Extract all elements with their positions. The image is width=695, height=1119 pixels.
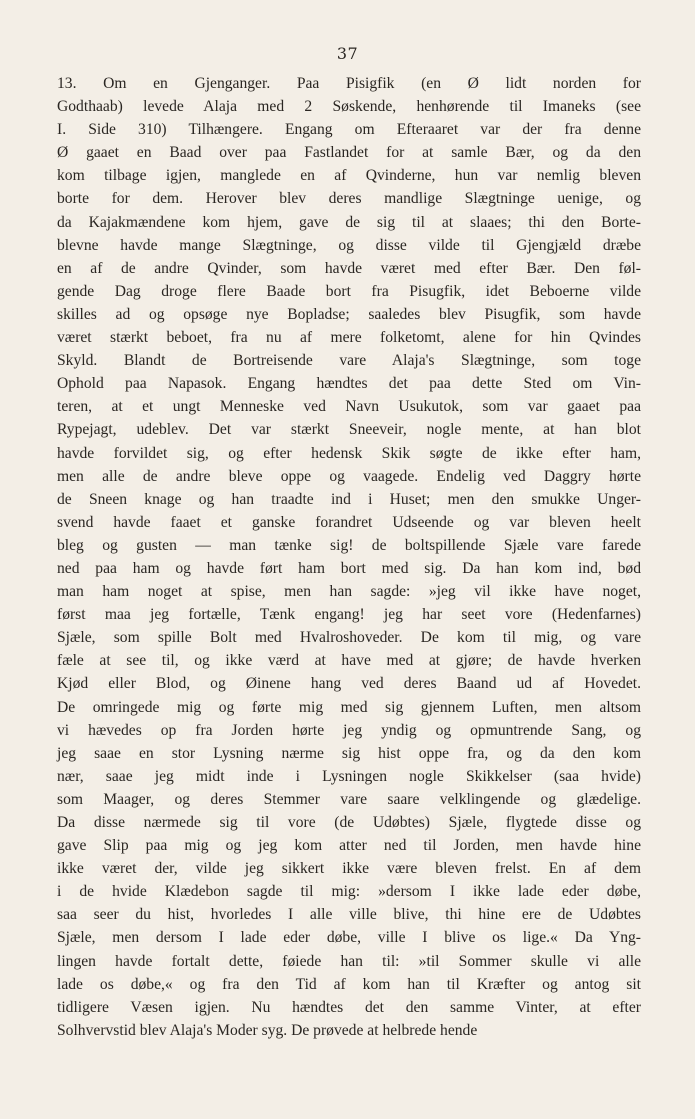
text-line: Ø gaaet en Baad over paa Fastlandet for at samle Bær, og da den (57, 144, 641, 162)
text-line: først maa jeg fortælle, Tænk engang! jeg har seet vore (Hedenfarnes) (57, 606, 641, 624)
text-line: 13. Om en Gjenganger. Paa Pisigfik (en Ø lidt norden for (57, 75, 641, 92)
text-line: i de hvide Klædebon sagde til mig: »dersom I ikke lade eder døbe, (57, 883, 641, 901)
text-line: gende Dag droge flere Baade bort fra Pisugfik, idet Beboerne vilde (57, 282, 641, 300)
text-line: saa seer du hist, hvorledes I alle ville blive, thi hine ere de Udøbtes (57, 906, 641, 924)
text-line: som Maager, og deres Stemmer vare saare velklingende og glædelige. (57, 790, 641, 808)
text-line: nær, saae jeg midt inde i Lysningen nogle Skikkelser (saa hvide) (57, 767, 641, 785)
text-line: skilles ad og opsøge nye Bopladse; saaledes blev Pisugfik, som havde (57, 305, 641, 323)
text-line: Rypejagt, udeblev. Det var stærkt Sneeveir, nogle mente, at han blot (57, 421, 641, 439)
text-line: gave Slip paa mig og jeg kom atter ned til Jorden, men havde hine (57, 837, 641, 855)
text-line: fæle at see til, og ikke værd at have med at gjøre; de havde hverken (57, 652, 641, 670)
text-line: men alle de andre bleve oppe og vaagede. Endelig ved Daggry hørte (57, 467, 641, 485)
text-line: havde forvildet sig, og efter hedensk Skik søgte de ikke efter ham, (57, 444, 641, 462)
text-line: teren, at et ungt Menneske ved Navn Usukutok, som var gaaet paa (57, 398, 641, 416)
text-line: da Kajakmændene kom hjem, gave de sig til at slaaes; thi den Borte- (57, 213, 641, 231)
text-line: svend havde faaet et ganske forandret Udseende og var bleven heelt (57, 513, 641, 531)
body-text (57, 72, 641, 1042)
text-line: en af de andre Qvinder, som havde været med efter Bær. Den føl- (57, 259, 641, 277)
text-line: vi hævedes op fra Jorden hørte jeg yndig og opmuntrende Sang, og (57, 721, 641, 739)
text-line: været stærkt beboet, fra nu af mere folketomt, alene for hin Qvindes (57, 329, 641, 347)
text-line: Da disse nærmede sig til vore (de Udøbtes) Sjæle, flygtede disse og (57, 814, 641, 831)
text-line: I. Side 310) Tilhængere. Engang om Efteraaret var der fra denne (57, 121, 641, 139)
text-line: lingen havde fortalt dette, føiede han til: »til Sommer skulle vi alle (57, 952, 641, 970)
text-line: kom tilbage igjen, manglede en af Qvinderne, hun var nemlig bleven (57, 167, 641, 185)
text-line: ned paa ham og havde ført ham bort med sig. Da han kom ind, bød (57, 559, 641, 577)
text-line: jeg saae en stor Lysning nærme sig hist oppe fra, og da den kom (57, 744, 641, 762)
text-line: lade os døbe,« og fra den Tid af kom han til Kræfter og antog sit (57, 975, 641, 993)
text-line: Skyld. Blandt de Bortreisende vare Alaja's Slægtninge, som toge (57, 352, 641, 370)
text-line: de Sneen knage og han traadte ind i Huset; men den smukke Unger- (57, 490, 641, 508)
page-number: 37 (336, 44, 359, 63)
text-line: Sjæle, som spille Bolt med Hvalroshoveder. De kom til mig, og vare (57, 629, 641, 647)
text-line: Kjød eller Blod, og Øinene hang ved deres Baand ud af Hovedet. (57, 675, 641, 693)
text-line: man ham noget at spise, men han sagde: »jeg vil ikke have noget, (57, 583, 641, 601)
text-line: blevne havde mange Slægtninge, og disse vilde til Gjengjæld dræbe (57, 236, 641, 254)
text-line: Solhvervstid blev Alaja's Moder syg. De prøvede at helbrede hende (57, 1021, 478, 1039)
text-line: ikke været der, vilde jeg sikkert ikke være bleven frelst. En af dem (57, 860, 641, 878)
text-line: Godthaab) levede Alaja med 2 Søskende, henhørende til Imaneks (see (57, 98, 641, 116)
text-line: borte for dem. Herover blev deres mandlige Slægtninge uenige, og (57, 190, 641, 208)
text-line: De omringede mig og førte mig med sig gjennem Luften, men altsom (57, 698, 641, 716)
text-line: bleg og gusten — man tænke sig! de boltspillende Sjæle vare farede (57, 536, 641, 554)
text-line: Sjæle, men dersom I lade eder døbe, ville I blive os lige.« Da Yng- (57, 929, 641, 947)
text-line: Ophold paa Napasok. Engang hændtes det paa dette Sted om Vin- (57, 375, 641, 393)
text-line: tidligere Væsen igjen. Nu hændtes det den samme Vinter, at efter (57, 998, 641, 1016)
